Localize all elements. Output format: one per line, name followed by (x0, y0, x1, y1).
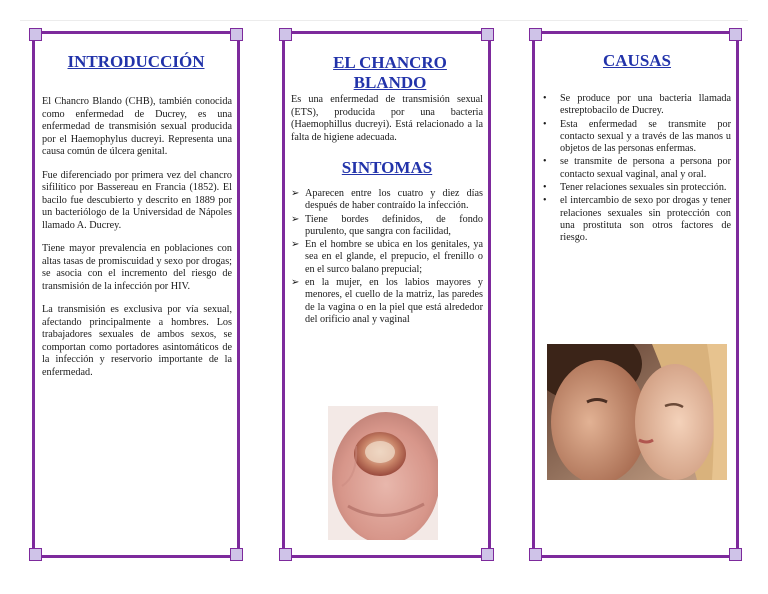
corner-ornament (279, 28, 292, 41)
symptom-item: ➢ Aparecen entre los cuatro y diez días después de haber contraído la infección. (291, 188, 483, 212)
panel-causas (532, 31, 739, 558)
causas-title: CAUSAS (602, 51, 672, 70)
intro-paragraph-2: Fue diferenciado por primera vez del chancro sifilítico por Bassereau en Francia (1852). El bacilo fue descubierto y descrito en 1889 por un bacteriólogo de la Universidad de Nápoles llamado A. Ducrey. (42, 169, 232, 231)
lesion-photo (328, 406, 438, 540)
bullet-dot-icon: • (543, 182, 547, 194)
corner-ornament (529, 28, 542, 41)
chancro-intro-text: Es una enfermedad de transmisión sexual (ETS), producida por una bacteria (Haemophillus ducreyi). Está relacionado a la falta de higiene adecuada. (291, 94, 483, 143)
cause-item: • Se produce por una bacteria llamada estreptobacilo de Ducrey. (543, 93, 731, 117)
symptom-item: ➢ Tiene bordes definidos, de fondo purulento, que sangra con facilidad, (291, 213, 483, 237)
corner-ornament (279, 548, 292, 561)
arrow-bullet-icon: ➢ (291, 188, 300, 199)
intro-paragraph-3: Tiene mayor prevalencia en poblaciones con altas tasas de promiscuidad y sexo por drogas; se asocia con el incremento del riesgo de transmisión de la infección por HIV. (42, 243, 232, 292)
cause-item: • se transmite de persona a persona por contacto sexual vaginal, anal y oral. (543, 156, 731, 180)
bullet-dot-icon: • (543, 156, 547, 168)
symptom-item: ➢ En el hombre se ubica en los genitales, ya sea en el glande, el prepucio, el frenillo o en el surco balano prepucial; (291, 239, 483, 275)
symptom-item: ➢ en la mujer, en los labios mayores y menores, el cuello de la matriz, las paredes de la vagina o en la piel que está alrededor del orificio anal y vaginal (291, 277, 483, 325)
cause-item: • Esta enfermedad se transmite por contacto sexual y a través de las manos u objetos de las personas enfermas. (543, 118, 731, 155)
corner-ornament (29, 28, 42, 41)
cause-item: • Tener relaciones sexuales sin protección. (543, 182, 727, 194)
corner-ornament (481, 548, 494, 561)
arrow-bullet-icon: ➢ (291, 277, 300, 289)
panel-chancro-blando (282, 31, 491, 558)
intro-paragraph-1: El Chancro Blando (CHB), también conocida como enfermedad de Ducrey, es una enfermedad de transmisión sexual producida por el Haemophylus ducreyi. Representa una causa común de úlcera genital. (42, 96, 232, 157)
sintomas-title: SINTOMAS (341, 158, 433, 177)
corner-ornament (29, 548, 42, 561)
symptoms-list (291, 188, 483, 326)
page-top-rule (20, 20, 748, 21)
corner-ornament (729, 548, 742, 561)
introduccion-title: INTRODUCCIÓN (67, 52, 205, 71)
bullet-dot-icon: • (543, 93, 547, 104)
corner-ornament (529, 548, 542, 561)
arrow-bullet-icon: ➢ (291, 213, 300, 225)
couple-photo (547, 344, 727, 480)
intro-paragraph-4: La transmisión es exclusiva por vía sexual, afectando principalmente a hombres. Los trabajadores sexuales de ambos sexos, se comportan como portadores asintomáticos de la infección y reservorio importante de la enfermedad. (42, 304, 232, 378)
bullet-dot-icon: • (543, 118, 547, 130)
panel-introduccion (32, 31, 240, 558)
bullet-dot-icon: • (543, 195, 547, 207)
cause-item: • el intercambio de sexo por drogas y tener relaciones sexuales sin protección con una prostituta son otros factores de riesgo. (543, 195, 731, 244)
corner-ornament (230, 28, 243, 41)
corner-ornament (481, 28, 494, 41)
corner-ornament (230, 548, 243, 561)
arrow-bullet-icon: ➢ (291, 239, 300, 251)
causes-list (543, 93, 731, 245)
chancro-blando-title: EL CHANCRO BLANDO (333, 53, 447, 92)
corner-ornament (729, 28, 742, 41)
